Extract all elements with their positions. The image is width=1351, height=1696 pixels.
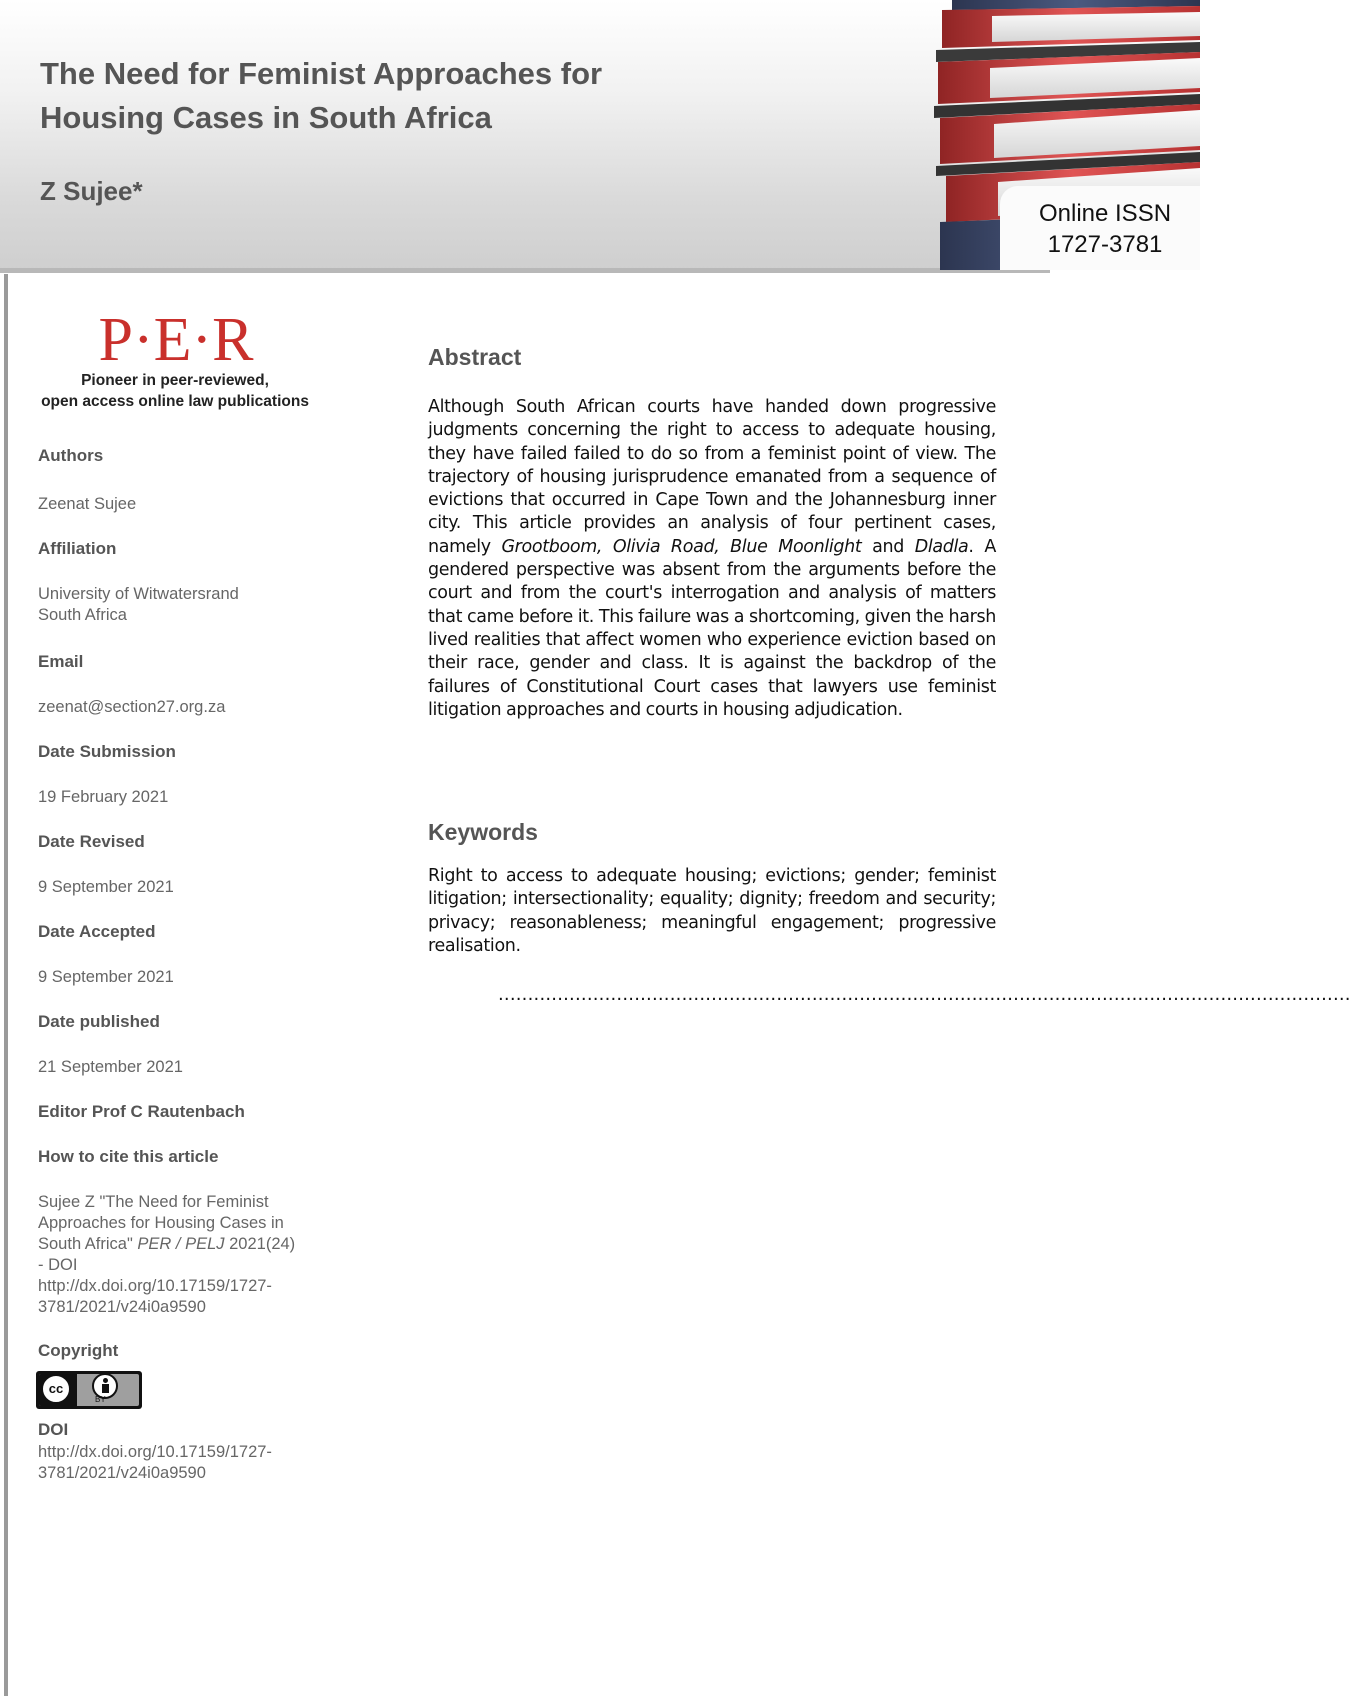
cc-by-label: BY bbox=[95, 1395, 106, 1404]
abstract-part-2: . A gendered perspective was absent from the arguments before the court and from the court's interrogation and analysis of matters that came before it. This failure was a shortcoming, given the harsh lived realities that affect women who experience eviction based on their race, gender and class. It is against the backdrop of the failures of Constitutional Court cases that lawyers use feminist litigation approaches and courts in housing adjudication. bbox=[428, 536, 996, 720]
person-body bbox=[102, 1384, 109, 1393]
doi-line-1[interactable]: http://dx.doi.org/10.17159/1727- bbox=[38, 1443, 272, 1461]
title-line-1: The Need for Feminist Approaches for bbox=[40, 56, 603, 91]
doi-label: DOI bbox=[38, 1420, 69, 1439]
citation-line-3 bbox=[38, 1234, 328, 1255]
keywords-heading: Keywords bbox=[428, 819, 538, 845]
per-logo bbox=[96, 302, 256, 372]
case-sep-1: , bbox=[596, 536, 613, 557]
editor-label: Editor Prof C Rautenbach bbox=[38, 1102, 245, 1121]
doi-value[interactable] bbox=[38, 1442, 328, 1484]
case-grootboom: Grootboom bbox=[501, 536, 597, 557]
case-dladla: Dladla bbox=[914, 536, 969, 557]
page-left-border bbox=[4, 274, 8, 1696]
copyright-label: Copyright bbox=[38, 1341, 119, 1360]
citation-line-4: - DOI bbox=[38, 1256, 78, 1274]
citation-line-1: Sujee Z "The Need for Feminist bbox=[38, 1193, 269, 1211]
date-accepted-value: 9 September 2021 bbox=[38, 968, 174, 986]
date-revised-label: Date Revised bbox=[38, 832, 145, 851]
case-sep-3: and bbox=[861, 536, 915, 557]
issn-number: 1727-3781 bbox=[1047, 231, 1163, 258]
creative-commons-icon: cc bbox=[41, 1374, 71, 1404]
date-published-value: 21 September 2021 bbox=[38, 1058, 183, 1076]
cc-by-license-badge[interactable] bbox=[36, 1371, 142, 1409]
authors-value: Zeenat Sujee bbox=[38, 495, 137, 513]
abstract-heading: Abstract bbox=[428, 344, 522, 370]
citation-text bbox=[38, 1192, 328, 1318]
affiliation-line-2: South Africa bbox=[38, 606, 127, 624]
issn-label: Online ISSN bbox=[1038, 200, 1172, 227]
title-line-2: Housing Cases in South Africa bbox=[40, 100, 492, 135]
email-label: Email bbox=[38, 652, 84, 671]
per-logo-text: P·E·R bbox=[98, 306, 254, 374]
abstract-text bbox=[428, 396, 996, 722]
citation-doi-line-2[interactable]: 3781/2021/v24i0a9590 bbox=[38, 1298, 206, 1316]
doi-line-2[interactable]: 3781/2021/v24i0a9590 bbox=[38, 1464, 206, 1482]
section-separator: ................................................................................................................................................ bbox=[498, 984, 1351, 1005]
tagline-line-1: Pioneer in peer-reviewed, bbox=[81, 372, 269, 389]
affiliation-label: Affiliation bbox=[38, 539, 117, 558]
citation-label: How to cite this article bbox=[38, 1147, 219, 1166]
citation-line-3-a: South Africa" bbox=[38, 1235, 138, 1253]
person-head bbox=[103, 1378, 108, 1383]
date-published-label: Date published bbox=[38, 1012, 160, 1031]
affiliation-value bbox=[38, 584, 328, 626]
affiliation-line-1: University of Witwatersrand bbox=[38, 585, 239, 603]
tagline-line-2: open access online law publications bbox=[41, 393, 309, 410]
keywords-text: Right to access to adequate housing; evictions; gender; feminist litigation; intersectionality; equality; dignity; freedom and security; privacy; reasonableness; meaningful engagement; progressive realisation. bbox=[428, 866, 996, 956]
date-revised-value: 9 September 2021 bbox=[38, 878, 174, 896]
citation-line-2: Approaches for Housing Cases in bbox=[38, 1214, 284, 1232]
abstract-part-1: Although South African courts have handed down progressive judgments concerning the right to access to adequate housing, they have failed failed to do so from a feminist point of view. The trajectory of housing jurisprudence emanated from a sequence of evictions that occurred in Cape Town and the Johannesburg inner city. This article provides an analysis of four pertinent cases, namely bbox=[428, 397, 996, 557]
article-author: Z Sujee* bbox=[40, 176, 143, 206]
citation-line-3-b: 2021(24) bbox=[224, 1235, 296, 1253]
case-olivia-road: Olivia Road bbox=[612, 536, 715, 557]
case-blue-moonlight: Blue Moonlight bbox=[730, 536, 862, 557]
case-sep-2: , bbox=[714, 536, 731, 557]
date-submission-value: 19 February 2021 bbox=[38, 788, 169, 806]
online-issn bbox=[1010, 198, 1200, 260]
citation-journal: PER / PELJ bbox=[137, 1235, 225, 1253]
article-title bbox=[40, 52, 680, 140]
email-value[interactable]: zeenat@section27.org.za bbox=[38, 698, 226, 716]
date-accepted-label: Date Accepted bbox=[38, 922, 156, 941]
header-divider bbox=[0, 268, 1050, 273]
citation-doi-line-1[interactable]: http://dx.doi.org/10.17159/1727- bbox=[38, 1277, 272, 1295]
authors-label: Authors bbox=[38, 446, 104, 465]
logo-tagline bbox=[0, 370, 350, 412]
date-submission-label: Date Submission bbox=[38, 742, 176, 761]
